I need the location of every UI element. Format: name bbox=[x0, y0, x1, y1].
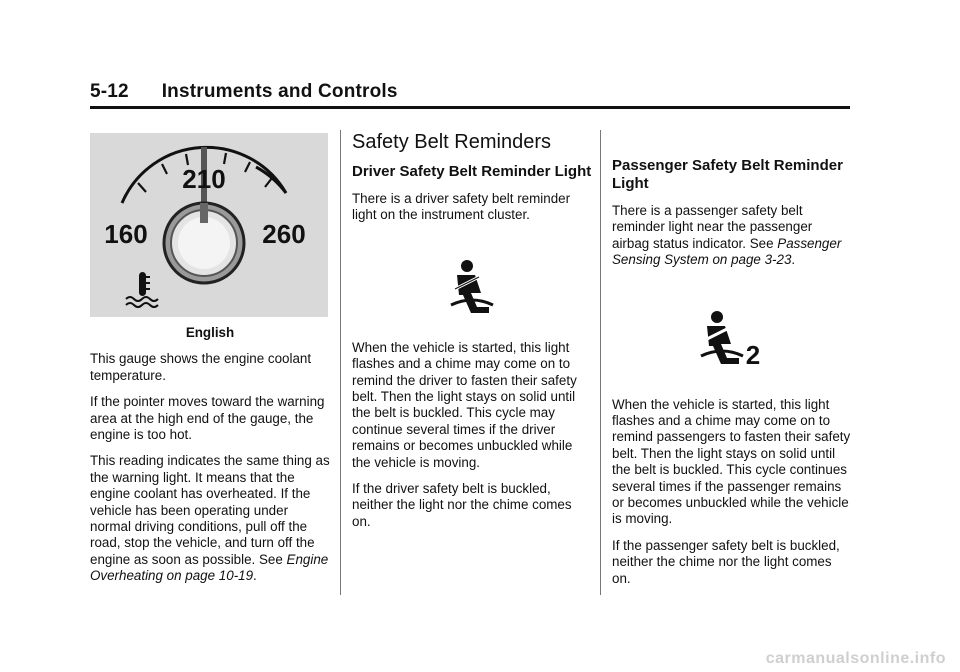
paragraph: If the passenger safety belt is buckled, neither the chime nor the light comes on. bbox=[612, 537, 840, 586]
paragraph bbox=[612, 203, 852, 269]
paragraph-text: This reading indicates the same thing as the warning light. It means that the engine coolant has overheated. If the vehicle has been operating under normal driving conditions, pull off the road, stop the vehicle, and turn off the engine as soon as possible. See bbox=[90, 453, 330, 567]
page-title: 5-12 Instruments and Controls bbox=[90, 81, 398, 102]
paragraph: If the driver safety belt is buckled, neither the light nor the chime comes on. bbox=[352, 481, 572, 529]
period: . bbox=[791, 252, 796, 268]
paragraph: When the vehicle is started, this light flashes and a chime may come on to remind passengers to fasten their safety belt. Then the light stays on solid until the belt is buckled. This cycle continues several times if the passenger remains or becomes unbuckled while the vehicle is moving. bbox=[612, 396, 851, 527]
paragraph: There is a driver safety belt reminder light on the instrument cluster. bbox=[352, 191, 571, 223]
paragraph: This gauge shows the engine coolant temperature. bbox=[90, 351, 312, 383]
coolant-gauge-figure bbox=[90, 133, 328, 317]
subsection-heading-text: Driver Safety Belt Reminder Light bbox=[352, 163, 592, 180]
icon-container bbox=[612, 279, 852, 397]
engine-overheating-link[interactable]: Engine Overheating on page 10-19 bbox=[90, 551, 329, 584]
coolant-temperature-icon bbox=[126, 273, 158, 307]
column-driver-belt bbox=[352, 133, 592, 540]
seatbelt-icon bbox=[449, 259, 495, 315]
paragraph bbox=[90, 453, 330, 584]
coolant-gauge-svg bbox=[90, 133, 328, 317]
subsection-heading bbox=[352, 163, 592, 181]
passenger-number: 2 bbox=[745, 339, 761, 366]
paragraph: If the pointer moves toward the warning area at the high end of the gauge, the engine is too hot. bbox=[90, 394, 325, 443]
page-header bbox=[90, 80, 850, 104]
subsection-heading-text: Passenger Safety Belt Reminder Light bbox=[612, 157, 843, 192]
subsection-heading bbox=[612, 157, 852, 193]
icon-container bbox=[352, 234, 592, 340]
column-divider-2 bbox=[600, 130, 601, 595]
column-divider-1 bbox=[340, 130, 341, 595]
header-rule bbox=[90, 106, 850, 109]
section-heading: Safety Belt Reminders bbox=[352, 131, 551, 153]
period: . bbox=[253, 568, 257, 584]
figure-caption: English bbox=[185, 325, 235, 340]
column-passenger-belt bbox=[612, 133, 852, 597]
paragraph: When the vehicle is started, this light flashes and a chime may come on to remind the driver to fasten their safety belt. Then the light stays on solid until the belt is buckled. This cycle may continue several times if the driver remains or becomes unbuckled while the vehicle is moving. bbox=[352, 339, 577, 470]
gauge-label-center: 210 bbox=[182, 164, 226, 194]
passenger-seatbelt-icon bbox=[699, 310, 765, 366]
gauge-label-right: 260 bbox=[262, 219, 306, 249]
gauge-label-left: 160 bbox=[104, 219, 148, 249]
passenger-sensing-link[interactable]: Passenger Sensing System on page 3-23 bbox=[612, 235, 842, 268]
column-gauge bbox=[90, 133, 330, 595]
paragraph-text: There is a passenger safety belt reminder light near the passenger airbag status indicator. See bbox=[612, 203, 813, 251]
watermark: carmanualsonline.info bbox=[765, 650, 946, 667]
